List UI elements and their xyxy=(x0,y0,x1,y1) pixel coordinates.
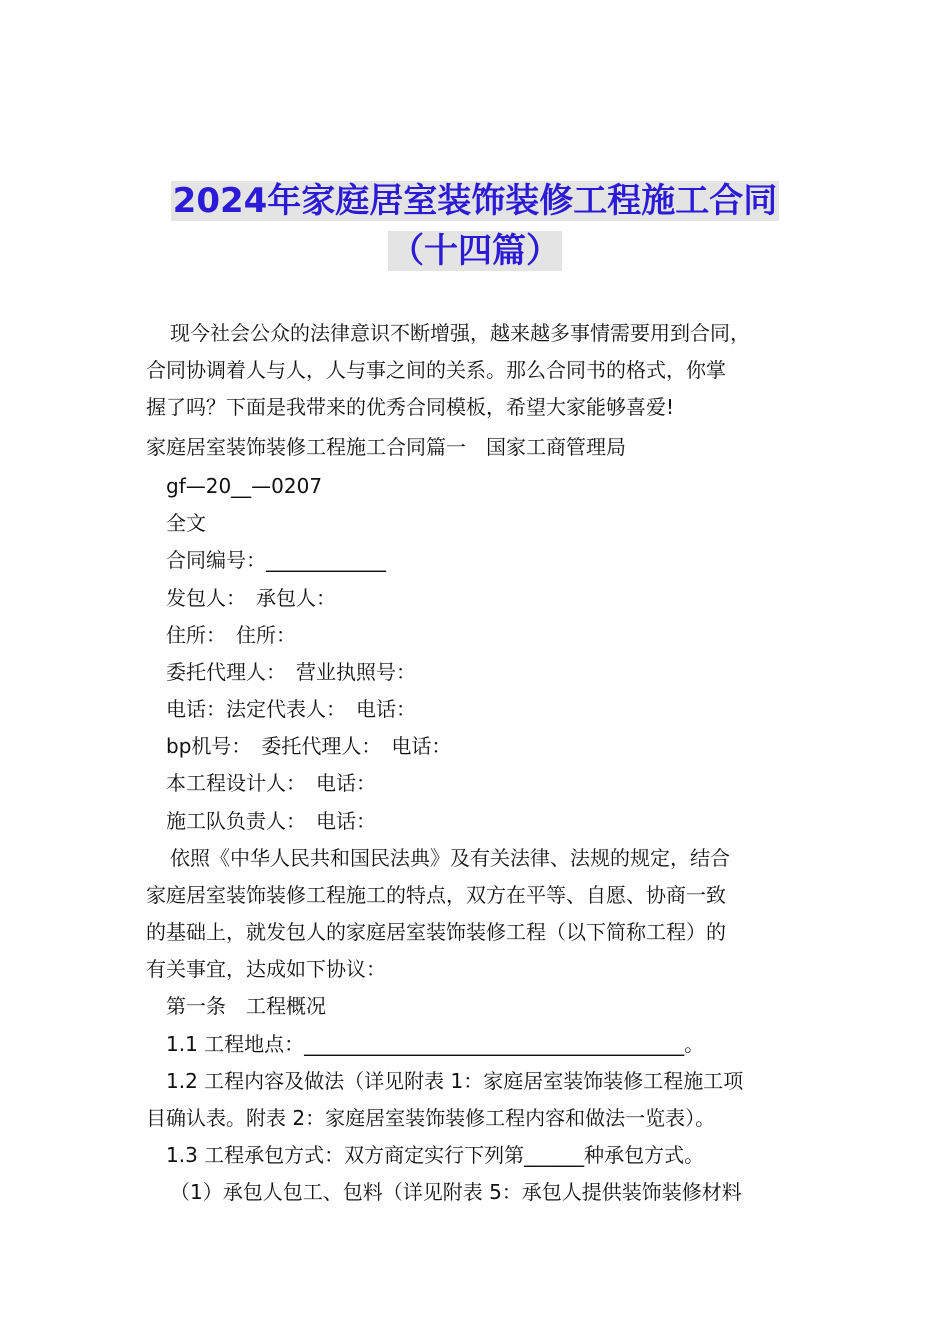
clause-1-2-line: 目确认表。附表 2：家庭居室装饰装修工程内容和做法一览表）。 xyxy=(146,1106,716,1130)
intro-paragraph-line: 握了吗？下面是我带来的优秀合同模板，希望大家能够喜爱! xyxy=(146,395,675,419)
clause-1-3-option-1: （1）承包人包工、包料（详见附表 5：承包人提供装饰装修材料 xyxy=(170,1180,742,1204)
article-heading: 第一条 工程概况 xyxy=(166,994,326,1018)
field-line: 住所： 住所： xyxy=(166,623,296,647)
basis-paragraph-line: 家庭居室装饰装修工程施工的特点，双方在平等、自愿、协商一致 xyxy=(146,883,726,907)
basis-paragraph-line: 依照《中华人民共和国民法典》及有关法律、法规的规定，结合 xyxy=(170,846,730,870)
clause-1-2-line: 1.2 工程内容及做法（详见附表 1：家庭居室装饰装修工程施工项 xyxy=(166,1069,744,1093)
document-title-line-2: （十四篇） xyxy=(390,231,560,271)
basis-paragraph-line: 的基础上，就发包人的家庭居室装饰装修工程（以下简称工程）的 xyxy=(146,920,726,944)
field-line: 电话：法定代表人： 电话： xyxy=(166,697,416,721)
document-title-line-1: 2024年家庭居室装饰装修工程施工合同 xyxy=(172,181,778,221)
intro-paragraph-line: 合同协调着人与人，人与事之间的关系。那么合同书的格式，你掌 xyxy=(146,358,726,382)
intro-paragraph-line: 现今社会公众的法律意识不断增强，越来越多事情需要用到合同， xyxy=(170,321,750,345)
basis-paragraph-line: 有关事宜，达成如下协议： xyxy=(146,957,386,981)
field-line: bp机号： 委托代理人： 电话： xyxy=(166,734,452,758)
contract-code: gf—20__—0207 xyxy=(166,474,323,498)
field-line: 委托代理人： 营业执照号： xyxy=(166,660,416,684)
clause-1-1: 1.1 工程地点：______________________________________。 xyxy=(166,1032,705,1056)
field-line: 本工程设计人： 电话： xyxy=(166,771,376,795)
contract-heading: 家庭居室装饰装修工程施工合同篇一 国家工商管理局 xyxy=(146,435,626,459)
field-line: 发包人： 承包人： xyxy=(166,586,336,610)
clause-1-3: 1.3 工程承包方式：双方商定实行下列第______种承包方式。 xyxy=(166,1143,705,1167)
field-line: 合同编号：____________ xyxy=(166,548,386,572)
field-line: 全文 xyxy=(166,511,206,535)
field-line: 施工队负责人： 电话： xyxy=(166,809,376,833)
